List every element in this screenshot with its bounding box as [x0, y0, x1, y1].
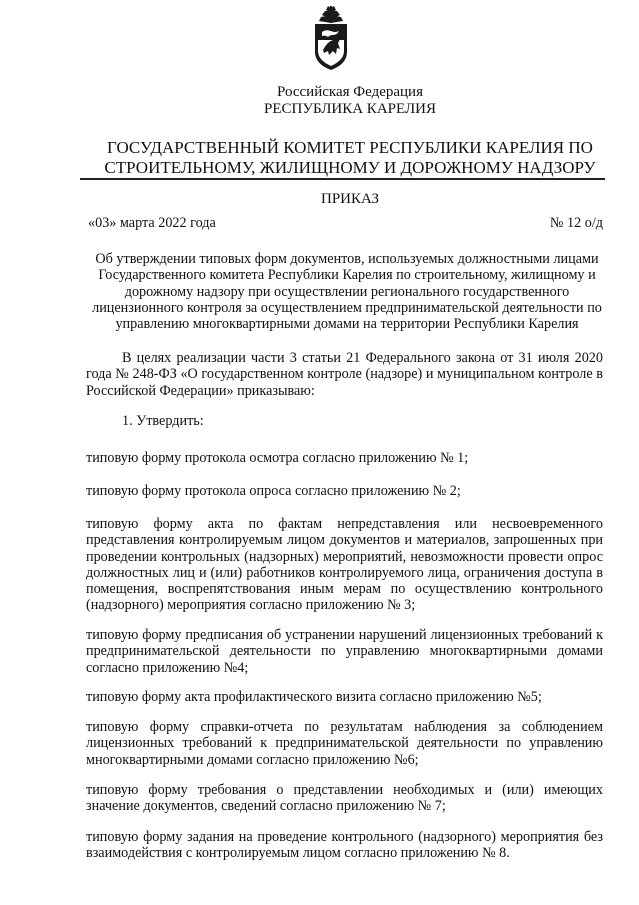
order-subject: [84, 251, 610, 332]
subject-line: Об утверждении типовых форм документов, используемых должностными лицами: [95, 251, 599, 267]
form-item: типовую форму справки-отчета по результатам наблюдения за соблюдением лицензионных требований к предпринимательской деятельности по управлению многоквартирными домами согласно приложению №6;: [86, 719, 603, 768]
committee-line-1: ГОСУДАРСТВЕННЫЙ КОМИТЕТ РЕСПУБЛИКИ КАРЕЛИЯ ПО: [107, 138, 593, 157]
item-1-approve: 1. Утвердить:: [122, 413, 204, 429]
form-item: типовую форму акта по фактам непредставления или несвоевременного представления контролируемым лицом документов и материалов, запрошенных при проведении контрольных (надзорных) мероприятий, невозможности провести опрос должностных лиц и (или) работников контролируемого лица, ограничения доступа в помещения, воспрепятствования иным мерам по осуществлению контрольного (надзорного) мероприятия согласно приложению № 3;: [86, 516, 603, 614]
form-item: типовую форму предписания об устранении нарушений лицензионных требований к предпринимательской деятельности по управлению многоквартирными домами согласно приложению №4;: [86, 627, 603, 676]
form-item: типовую форму протокола опроса согласно приложению № 2;: [86, 483, 461, 499]
karelia-coat-of-arms-icon: [311, 6, 351, 72]
form-item: типовую форму требования о представлении необходимых и (или) имеющих значение документов, сведений согласно приложению № 7;: [86, 782, 603, 815]
committee-line-2: СТРОИТЕЛЬНОМУ, ЖИЛИЩНОМУ И ДОРОЖНОМУ НАДЗОРУ: [104, 158, 596, 177]
header-divider: [80, 178, 605, 180]
form-item: типовую форму протокола осмотра согласно приложению № 1;: [86, 450, 469, 466]
subject-line: управлению многоквартирными домами на территории Республики Карелия: [115, 316, 579, 333]
country-name: Российская Федерация: [277, 84, 423, 100]
republic-name: РЕСПУБЛИКА КАРЕЛИЯ: [264, 101, 436, 117]
subject-line: лицензионного контроля за осуществлением предпринимательской деятельности по: [92, 299, 602, 316]
subject-line: Государственного комитета Республики Карелия по строительному, жилищному и: [98, 267, 596, 284]
form-item: типовую форму задания на проведение контрольного (надзорного) мероприятия без взаимодействия с контролируемым лицом согласно приложению № 8.: [86, 829, 603, 862]
subject-line: дорожному надзору при осуществлении регионального государственного: [124, 283, 570, 300]
order-date: «03» марта 2022 года: [88, 215, 216, 231]
intro-paragraph: В целях реализации части 3 статьи 21 Федерального закона от 31 июля 2020 года № 248-ФЗ «О государственном контроле (надзоре) и муниципальном контроле в Российской Федерации» приказываю:: [86, 350, 603, 399]
form-item: типовую форму акта профилактического визита согласно приложению №5;: [86, 689, 542, 705]
order-number: № 12 о/д: [549, 215, 603, 231]
committee-name: [80, 138, 620, 178]
order-title: ПРИКАЗ: [321, 191, 379, 207]
